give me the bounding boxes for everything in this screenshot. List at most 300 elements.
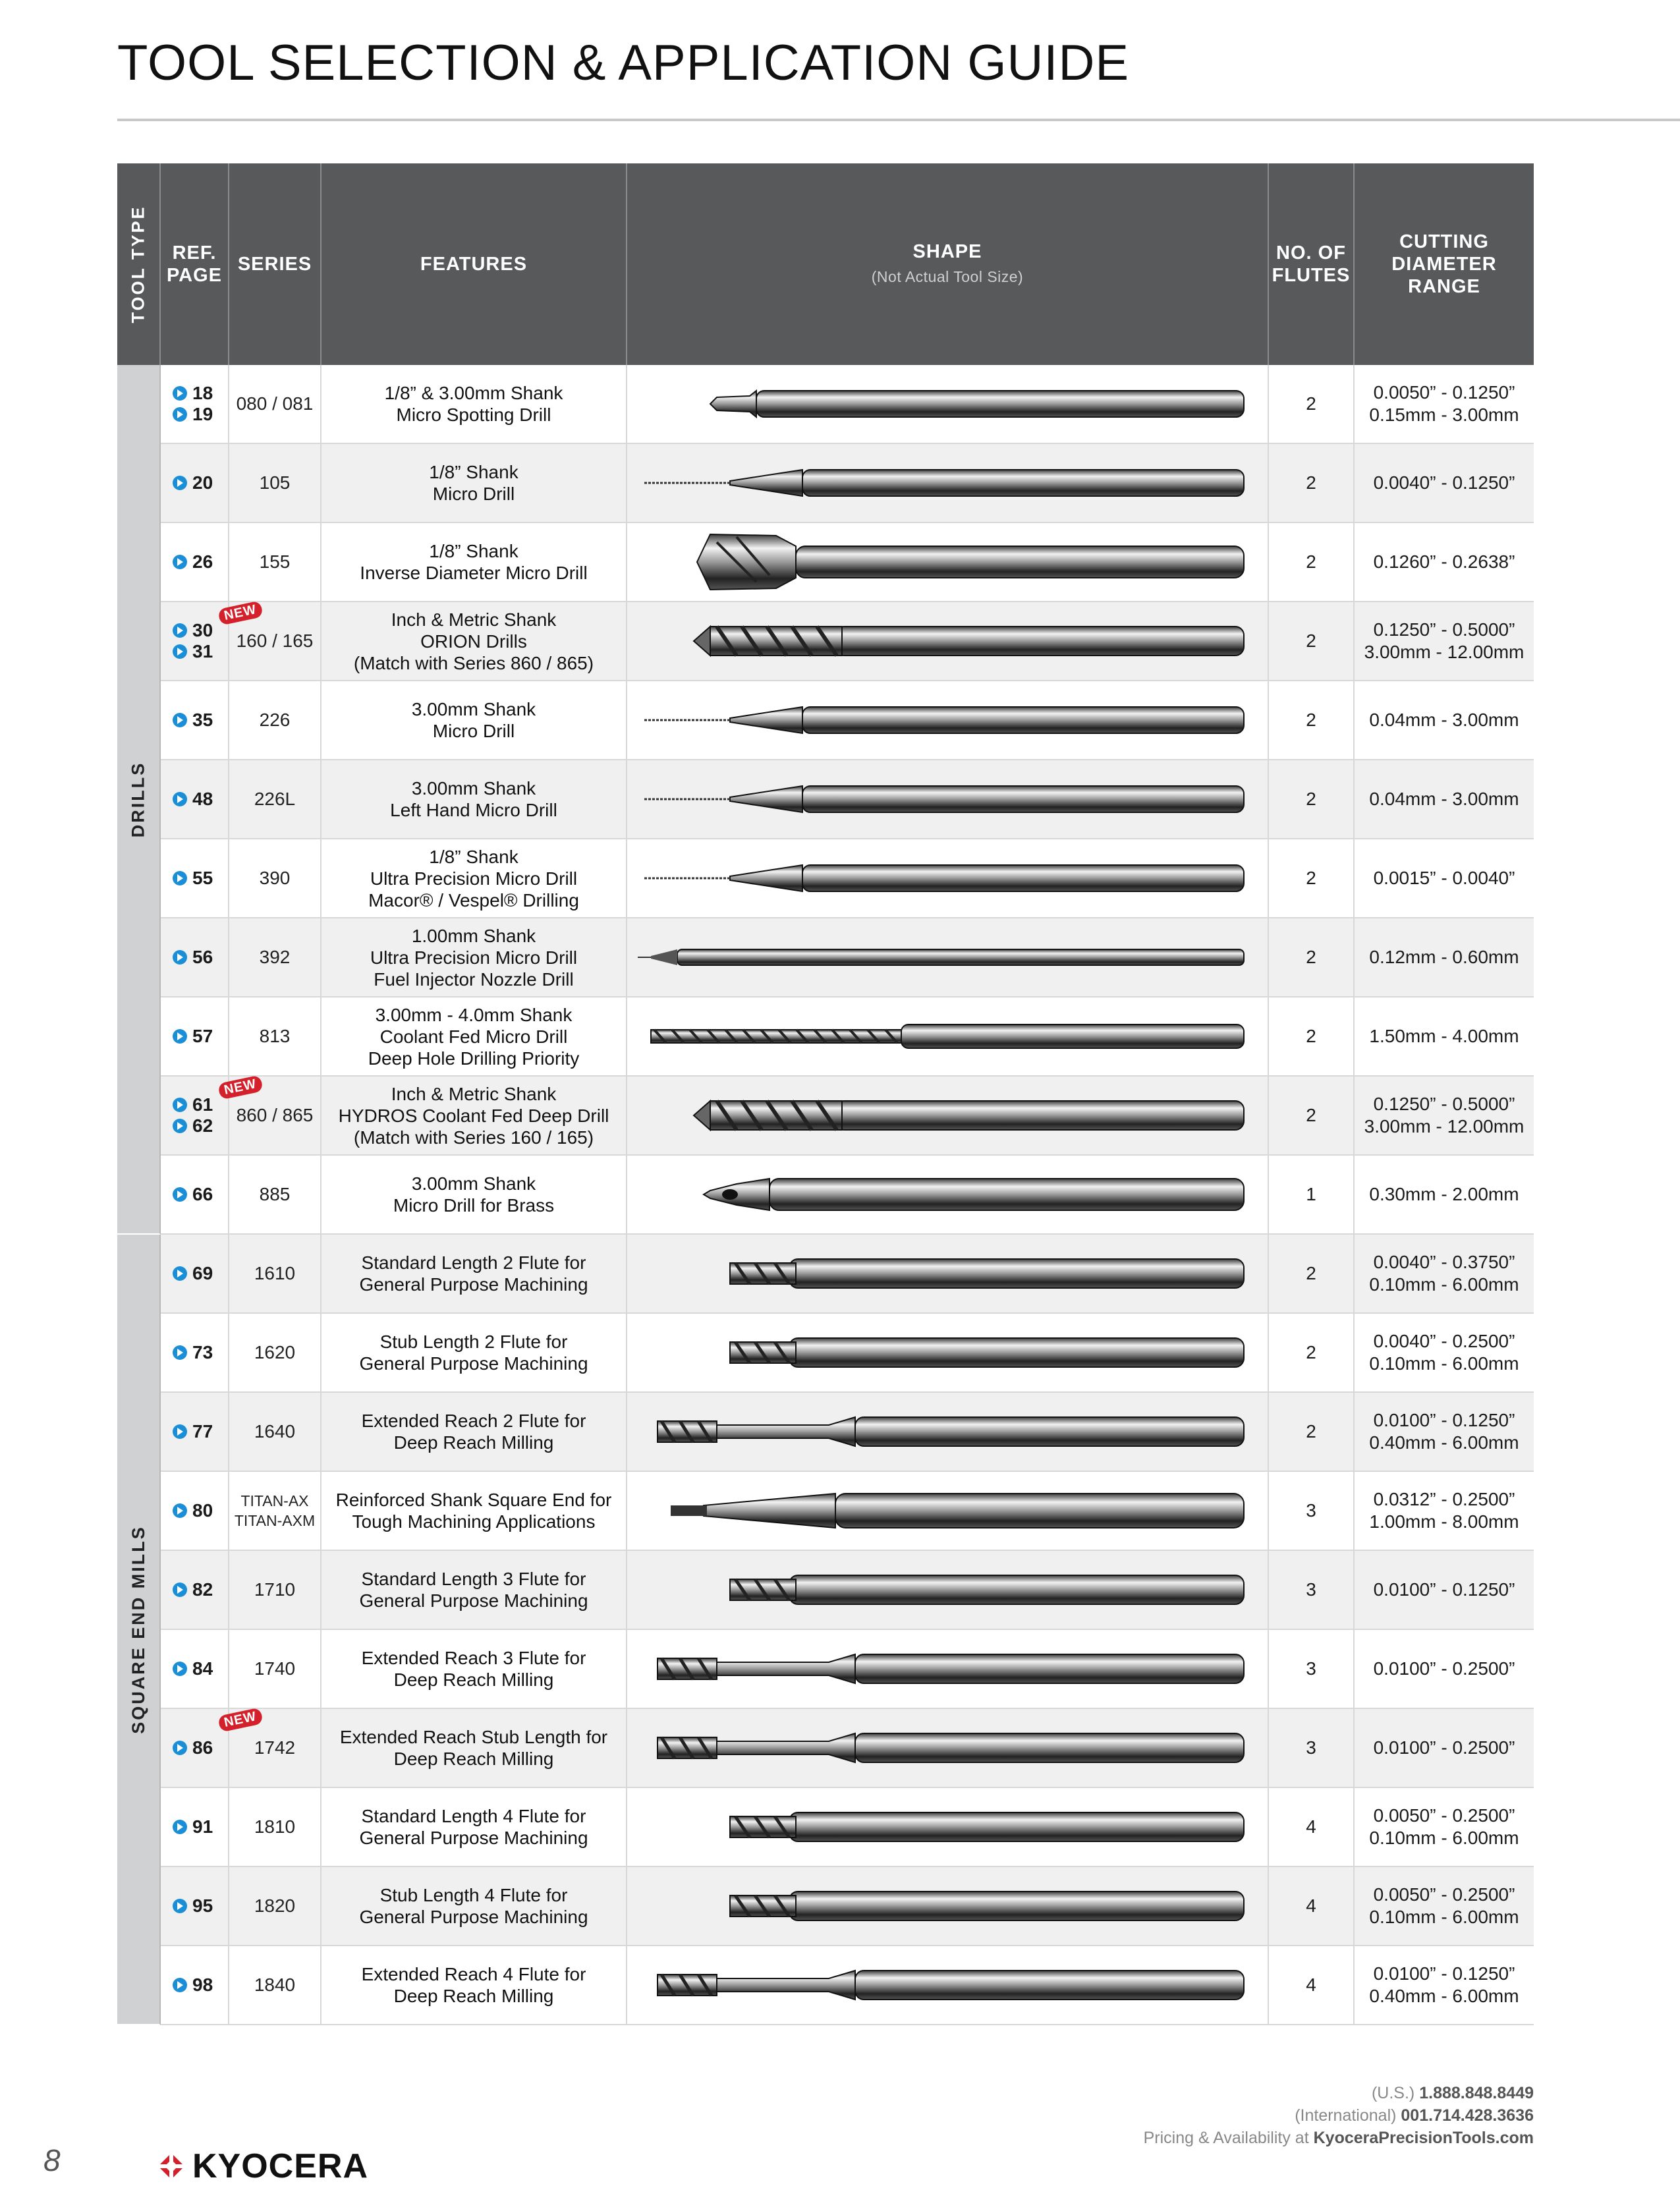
header-ref-page: REF. PAGE [161, 163, 229, 365]
table-row [161, 1077, 1534, 1156]
arrow-right-icon [173, 1266, 187, 1281]
ref-page-link[interactable] [173, 1184, 213, 1205]
diameter-range-cell [1355, 1472, 1534, 1550]
table-row [161, 1709, 1534, 1788]
range-line: 0.0050” - 0.2500” [1373, 1805, 1515, 1826]
ref-page-number: 95 [192, 1895, 213, 1916]
ref-page-link[interactable] [173, 710, 213, 731]
features-cell [322, 1630, 627, 1708]
arrow-right-icon [173, 476, 187, 490]
feature-line: Coolant Fed Micro Drill [379, 1026, 568, 1047]
table-row [161, 523, 1534, 602]
ref-page-link[interactable] [173, 1895, 213, 1917]
feature-line: Micro Drill [432, 721, 515, 741]
arrow-right-icon [173, 950, 187, 965]
diameter-range-cell [1355, 1946, 1534, 2024]
range-line: 0.40mm - 6.00mm [1369, 1432, 1519, 1453]
intl-label: (International) [1295, 2106, 1397, 2125]
ref-page-cell [161, 1630, 229, 1708]
series-cell: 160 / 165 [229, 602, 322, 680]
series-cell: 155 [229, 523, 322, 601]
feature-line: Standard Length 4 Flute for [361, 1806, 586, 1826]
series-cell: 885 [229, 1156, 322, 1233]
series-cell: 860 / 865 [229, 1077, 322, 1154]
ref-page-cell [161, 1551, 229, 1629]
feature-line: 3.00mm - 4.0mm Shank [375, 1004, 573, 1025]
series-cell: 1742 [229, 1709, 322, 1787]
arrow-right-icon [173, 792, 187, 806]
feature-line: 1/8” Shank [429, 846, 518, 867]
ref-page-number: 86 [192, 1737, 213, 1758]
ref-page-link[interactable] [173, 789, 213, 810]
table-row [161, 760, 1534, 839]
ref-page-number: 62 [192, 1115, 213, 1136]
diameter-range-cell [1355, 1551, 1534, 1629]
arrow-right-icon [173, 386, 187, 401]
arrow-right-icon [173, 644, 187, 659]
series-cell: 1740 [229, 1630, 322, 1708]
range-line: 0.10mm - 6.00mm [1369, 1828, 1519, 1848]
feature-line: Deep Reach Milling [393, 1749, 554, 1769]
range-line: 0.0040” - 0.1250” [1373, 472, 1515, 493]
table-row [161, 1156, 1534, 1235]
header-shape: SHAPE (Not Actual Tool Size) [627, 163, 1269, 365]
long-micro-drill-icon [627, 918, 1269, 996]
series-cell: 105 [229, 444, 322, 522]
feature-line: Micro Spotting Drill [396, 405, 551, 425]
spot-drill-icon [627, 365, 1269, 443]
feature-line: Deep Reach Milling [393, 1986, 554, 2006]
table-row [161, 1867, 1534, 1946]
feature-line: 1/8” & 3.00mm Shank [384, 383, 563, 403]
features-cell [322, 1867, 627, 1945]
features-cell [322, 1235, 627, 1312]
ref-page-cell [161, 523, 229, 601]
table-row [161, 1314, 1534, 1393]
flutes-cell: 2 [1269, 444, 1355, 522]
arrow-right-icon [173, 623, 187, 638]
diameter-range-cell [1355, 444, 1534, 522]
range-line: 0.0040” - 0.3750” [1373, 1252, 1515, 1272]
diameter-range-cell [1355, 1709, 1534, 1787]
range-line: 0.0050” - 0.2500” [1373, 1884, 1515, 1905]
feature-line: Standard Length 2 Flute for [361, 1252, 586, 1273]
range-line: 1.50mm - 4.00mm [1369, 1026, 1519, 1046]
header-tool-type: TOOL TYPE [117, 163, 161, 365]
diameter-range-cell [1355, 1393, 1534, 1471]
diameter-range-cell [1355, 1314, 1534, 1391]
arrow-right-icon [173, 407, 187, 422]
ref-page-number: 18 [192, 383, 213, 403]
pricing-label: Pricing & Availability at [1143, 2129, 1309, 2147]
us-label: (U.S.) [1371, 2084, 1415, 2102]
features-cell [322, 523, 627, 601]
diameter-range-cell [1355, 918, 1534, 996]
flutes-cell: 4 [1269, 1946, 1355, 2024]
brand-name: KYOCERA [192, 2147, 369, 2185]
reach-mill-icon [627, 1709, 1269, 1787]
feature-line: Left Hand Micro Drill [390, 800, 557, 820]
feature-line: General Purpose Machining [359, 1828, 588, 1848]
ref-page-number: 31 [192, 641, 213, 661]
diameter-range-cell [1355, 839, 1534, 917]
intl-phone[interactable]: 001.714.428.3636 [1401, 2106, 1534, 2125]
ref-page-number: 91 [192, 1816, 213, 1837]
micro-drill-icon [627, 760, 1269, 838]
ref-page-link[interactable] [173, 641, 213, 662]
kyocera-mark-icon [157, 2152, 186, 2181]
feature-line: Micro Drill for Brass [393, 1195, 555, 1216]
series-cell: 226L [229, 760, 322, 838]
ref-page-number: 56 [192, 947, 213, 967]
features-cell [322, 839, 627, 917]
arrow-right-icon [173, 1583, 187, 1597]
ref-page-number: 69 [192, 1263, 213, 1283]
range-line: 0.0015” - 0.0040” [1373, 868, 1515, 888]
us-phone[interactable]: 1.888.848.8449 [1419, 2084, 1534, 2102]
flutes-cell: 2 [1269, 1235, 1355, 1312]
new-badge: NEW [217, 600, 263, 625]
features-cell [322, 681, 627, 759]
ref-page-number: 61 [192, 1094, 213, 1115]
diameter-range-cell [1355, 365, 1534, 443]
ref-page-number: 20 [192, 472, 213, 493]
features-cell [322, 760, 627, 838]
website-link[interactable]: KyoceraPrecisionTools.com [1313, 2129, 1534, 2147]
ref-page-number: 82 [192, 1579, 213, 1600]
ref-page-link[interactable] [173, 551, 213, 573]
table-row [161, 1235, 1534, 1314]
inverse-drill-icon [627, 523, 1269, 601]
twist-drill-icon [627, 1077, 1269, 1154]
features-cell [322, 1314, 627, 1391]
arrow-right-icon [173, 1820, 187, 1834]
diameter-range-cell [1355, 760, 1534, 838]
feature-line: Deep Reach Milling [393, 1669, 554, 1690]
ref-page-cell [161, 681, 229, 759]
series-cell: 390 [229, 839, 322, 917]
kyocera-logo [157, 2146, 368, 2186]
ref-page-link[interactable] [173, 1816, 213, 1837]
feature-line: Extended Reach Stub Length for [339, 1727, 608, 1747]
feature-line: General Purpose Machining [359, 1590, 588, 1611]
micro-drill-icon [627, 839, 1269, 917]
range-line: 0.0100” - 0.2500” [1373, 1737, 1515, 1758]
ref-page-link[interactable] [173, 947, 213, 968]
series-cell: 1820 [229, 1867, 322, 1945]
features-cell [322, 1156, 627, 1233]
flutes-cell: 2 [1269, 997, 1355, 1075]
features-cell [322, 1709, 627, 1787]
range-line: 3.00mm - 12.00mm [1364, 1116, 1525, 1136]
flutes-cell: 2 [1269, 760, 1355, 838]
feature-line: Inch & Metric Shank [391, 609, 557, 630]
header-range: CUTTING DIAMETER RANGE [1391, 231, 1497, 297]
feature-line: 3.00mm Shank [411, 778, 536, 799]
feature-line: General Purpose Machining [359, 1353, 588, 1374]
flutes-cell: 3 [1269, 1472, 1355, 1550]
feature-line: Fuel Injector Nozzle Drill [374, 968, 574, 990]
feature-line: 1.00mm Shank [411, 925, 536, 946]
feature-line: 1/8” Shank [429, 462, 518, 482]
series-cell: 080 / 081 [229, 365, 322, 443]
contact-info [1144, 2082, 1534, 2149]
features-cell [322, 1472, 627, 1550]
ref-page-cell [161, 1156, 229, 1233]
feature-line: Ultra Precision Micro Drill [370, 947, 578, 968]
feature-line: Stub Length 4 Flute for [379, 1885, 568, 1905]
ref-page-number: 73 [192, 1342, 213, 1362]
table-row [161, 997, 1534, 1077]
range-line: 0.40mm - 6.00mm [1369, 1986, 1519, 2006]
arrow-right-icon [173, 1187, 187, 1202]
header-features: FEATURES [322, 163, 627, 365]
ref-page-cell [161, 839, 229, 917]
series-cell: 813 [229, 997, 322, 1075]
header-series: SERIES [229, 163, 322, 365]
ref-page-number: 26 [192, 551, 213, 572]
ref-page-cell [161, 444, 229, 522]
range-line: 0.0100” - 0.1250” [1373, 1410, 1515, 1430]
group-drills: DRILLS [117, 365, 161, 1235]
brass-drill-icon [627, 1156, 1269, 1233]
arrow-right-icon [173, 1741, 187, 1755]
ref-page-link[interactable] [173, 620, 213, 641]
range-line: 0.04mm - 3.00mm [1369, 710, 1519, 730]
arrow-right-icon [173, 1424, 187, 1439]
header-flutes: NO. OF FLUTES [1269, 163, 1355, 365]
ref-page-cell [161, 760, 229, 838]
flutes-cell: 4 [1269, 1867, 1355, 1945]
diameter-range-cell [1355, 681, 1534, 759]
ref-page-number: 66 [192, 1184, 213, 1204]
ref-page-number: 80 [192, 1500, 213, 1521]
flutes-cell: 2 [1269, 1077, 1355, 1154]
table-row [161, 1393, 1534, 1472]
range-line: 0.0040” - 0.2500” [1373, 1331, 1515, 1351]
features-cell [322, 1077, 627, 1154]
range-line: 0.04mm - 3.00mm [1369, 789, 1519, 809]
ref-page-link[interactable] [173, 1026, 213, 1047]
ref-page-number: 19 [192, 404, 213, 424]
ref-page-link[interactable] [173, 1658, 213, 1679]
feature-line: Micro Drill [432, 484, 515, 504]
range-line: 0.0100” - 0.1250” [1373, 1579, 1515, 1600]
flutes-cell: 2 [1269, 602, 1355, 680]
series-cell: 1620 [229, 1314, 322, 1391]
ref-page-link[interactable] [173, 868, 213, 889]
features-cell [322, 602, 627, 680]
flutes-cell: 2 [1269, 1393, 1355, 1471]
reach-mill-icon [627, 1630, 1269, 1708]
new-badge: NEW [217, 1075, 263, 1100]
new-badge: NEW [217, 1707, 263, 1732]
table-row [161, 365, 1534, 444]
table-row [161, 839, 1534, 918]
table-header [117, 163, 1534, 365]
feature-line: Inch & Metric Shank [391, 1083, 557, 1104]
table-row [161, 1630, 1534, 1709]
ref-page-cell [161, 1393, 229, 1471]
ref-page-cell [161, 1472, 229, 1550]
range-line: 0.10mm - 6.00mm [1369, 1907, 1519, 1927]
series-cell: 1810 [229, 1788, 322, 1866]
diameter-range-cell [1355, 1156, 1534, 1233]
feature-line: Standard Length 3 Flute for [361, 1569, 586, 1589]
features-cell [322, 1551, 627, 1629]
feature-line: General Purpose Machining [359, 1274, 588, 1295]
ref-page-cell [161, 1235, 229, 1312]
ref-page-link[interactable] [173, 383, 213, 404]
feature-line: Extended Reach 3 Flute for [361, 1648, 586, 1668]
ref-page-link[interactable] [173, 1737, 213, 1758]
features-cell [322, 997, 627, 1075]
arrow-right-icon [173, 1899, 187, 1913]
feature-line: Deep Reach Milling [393, 1432, 554, 1453]
arrow-right-icon [173, 713, 187, 727]
ref-page-link[interactable] [173, 1421, 213, 1442]
diameter-range-cell [1355, 523, 1534, 601]
ref-page-link[interactable] [173, 1263, 213, 1284]
reach-mill-icon [627, 1946, 1269, 2024]
ref-page-link[interactable] [173, 1094, 213, 1115]
feature-line: Ultra Precision Micro Drill [370, 868, 578, 889]
arrow-right-icon [173, 1119, 187, 1133]
ref-page-number: 98 [192, 1975, 213, 1995]
ref-page-number: 57 [192, 1026, 213, 1046]
ref-page-link[interactable] [173, 1342, 213, 1363]
table-row [161, 602, 1534, 681]
flutes-cell: 3 [1269, 1630, 1355, 1708]
flutes-cell: 1 [1269, 1156, 1355, 1233]
feature-line: ORION Drills [420, 631, 527, 652]
flutes-cell: 2 [1269, 1314, 1355, 1391]
table-row [161, 1472, 1534, 1551]
range-line: 0.1260” - 0.2638” [1373, 551, 1515, 572]
flutes-cell: 3 [1269, 1709, 1355, 1787]
feature-line: (Match with Series 860 / 865) [353, 652, 594, 673]
range-line: 0.15mm - 3.00mm [1369, 405, 1519, 425]
range-line: 0.1250” - 0.5000” [1373, 1094, 1515, 1114]
feature-line: (Match with Series 160 / 165) [353, 1127, 594, 1148]
feature-line: Macor® / Vespel® Drilling [368, 889, 579, 911]
arrow-right-icon [173, 1029, 187, 1044]
features-cell [322, 444, 627, 522]
ref-page-number: 30 [192, 620, 213, 640]
feature-line: Deep Hole Drilling Priority [368, 1048, 580, 1069]
range-line: 0.0312” - 0.2500” [1373, 1489, 1515, 1509]
title-divider [117, 119, 1680, 121]
end-mill-icon [627, 1314, 1269, 1391]
range-line: 0.0100” - 0.2500” [1373, 1658, 1515, 1679]
ref-page-number: 48 [192, 789, 213, 809]
range-line: 1.00mm - 8.00mm [1369, 1511, 1519, 1532]
range-line: 0.10mm - 6.00mm [1369, 1274, 1519, 1295]
feature-line: 3.00mm Shank [411, 699, 536, 719]
feature-line: Inverse Diameter Micro Drill [360, 563, 588, 583]
series-cell: 1710 [229, 1551, 322, 1629]
ref-page-link[interactable] [173, 1975, 213, 1996]
ref-page-link[interactable] [173, 472, 213, 493]
ref-page-cell [161, 918, 229, 996]
series-cell: 1610 [229, 1235, 322, 1312]
page-number: 8 [43, 2143, 61, 2177]
reach-mill-icon [627, 1393, 1269, 1471]
flutes-cell: 2 [1269, 681, 1355, 759]
ref-page-number: 84 [192, 1658, 213, 1679]
diameter-range-cell [1355, 1788, 1534, 1866]
arrow-right-icon [173, 871, 187, 885]
table-row [161, 1551, 1534, 1630]
ref-page-cell [161, 365, 229, 443]
flutes-cell: 2 [1269, 523, 1355, 601]
ref-page-number: 77 [192, 1421, 213, 1442]
ref-page-cell [161, 1867, 229, 1945]
table-row [161, 444, 1534, 523]
diameter-range-cell [1355, 1630, 1534, 1708]
ref-page-link[interactable] [173, 1115, 213, 1136]
series-cell: TITAN-AX TITAN-AXM [229, 1472, 322, 1550]
flutes-cell: 4 [1269, 1788, 1355, 1866]
range-line: 0.12mm - 0.60mm [1369, 947, 1519, 967]
ref-page-number: 55 [192, 868, 213, 888]
end-mill-icon [627, 1867, 1269, 1945]
diameter-range-cell [1355, 602, 1534, 680]
ref-page-cell [161, 1788, 229, 1866]
table-row [161, 1946, 1534, 2025]
feature-line: General Purpose Machining [359, 1907, 588, 1927]
arrow-right-icon [173, 555, 187, 569]
diameter-range-cell [1355, 997, 1534, 1075]
arrow-right-icon [173, 1978, 187, 1992]
diameter-range-cell [1355, 1077, 1534, 1154]
arrow-right-icon [173, 1098, 187, 1112]
end-mill-icon [627, 1788, 1269, 1866]
features-cell [322, 1788, 627, 1866]
table-row [161, 681, 1534, 760]
flutes-cell: 2 [1269, 839, 1355, 917]
arrow-right-icon [173, 1345, 187, 1360]
range-line: 3.00mm - 12.00mm [1364, 642, 1525, 662]
ref-page-link[interactable] [173, 1579, 213, 1600]
features-cell [322, 918, 627, 996]
range-line: 0.30mm - 2.00mm [1369, 1184, 1519, 1204]
flutes-cell: 2 [1269, 365, 1355, 443]
ref-page-link[interactable] [173, 404, 213, 425]
flutes-cell: 3 [1269, 1551, 1355, 1629]
page-title: TOOL SELECTION & APPLICATION GUIDE [117, 35, 1130, 91]
micro-drill-icon [627, 444, 1269, 522]
deep-drill-icon [627, 997, 1269, 1075]
diameter-range-cell [1355, 1235, 1534, 1312]
feature-line: Extended Reach 2 Flute for [361, 1411, 586, 1431]
reinforced-mill-icon [627, 1472, 1269, 1550]
ref-page-link[interactable] [173, 1500, 213, 1521]
series-cell: 392 [229, 918, 322, 996]
table-row [161, 1788, 1534, 1867]
ref-page-number: 35 [192, 710, 213, 730]
series-cell: 1640 [229, 1393, 322, 1471]
feature-line: 3.00mm Shank [411, 1173, 536, 1194]
arrow-right-icon [173, 1662, 187, 1676]
features-cell [322, 365, 627, 443]
feature-line: Tough Machining Applications [352, 1511, 596, 1532]
table-row [161, 918, 1534, 997]
series-cell: 1840 [229, 1946, 322, 2024]
features-cell [322, 1946, 627, 2024]
end-mill-icon [627, 1235, 1269, 1312]
range-line: 0.0050” - 0.1250” [1373, 382, 1515, 403]
